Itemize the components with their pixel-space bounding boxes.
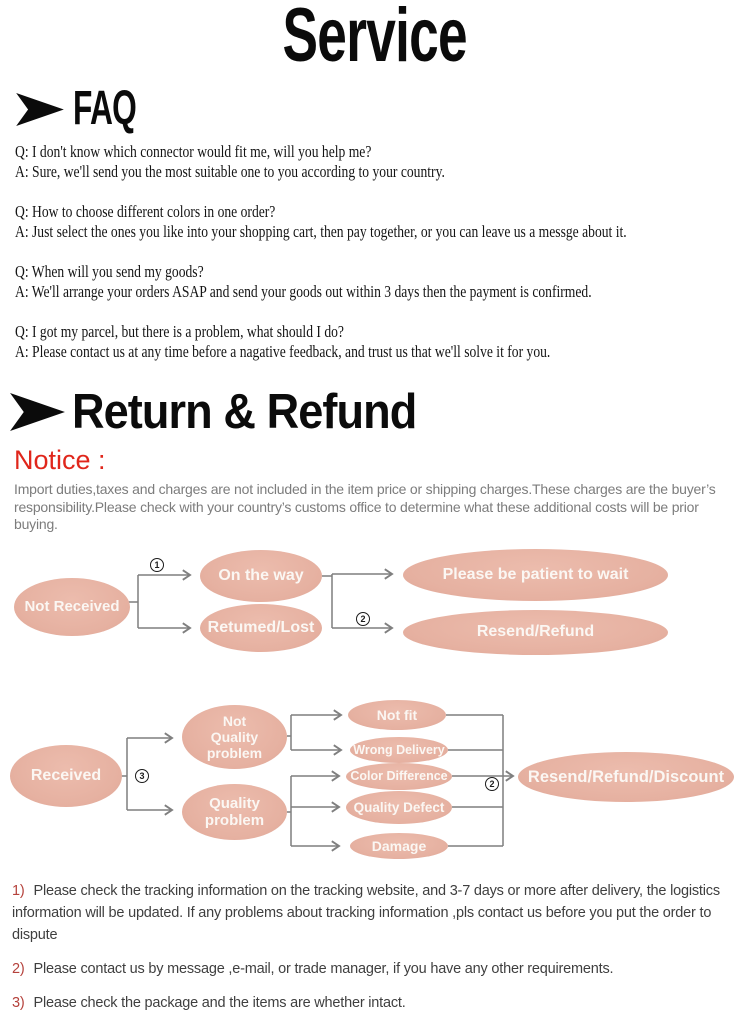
node-received: Received — [10, 745, 122, 807]
note-item — [12, 880, 739, 946]
faq-answer: A: Sure, we'll send you the most suitable one to you according to your country. — [15, 162, 445, 181]
node-not-fit: Not fit — [348, 700, 446, 730]
page-title-text: Service — [282, 0, 468, 78]
node-on-the-way: On the way — [200, 550, 322, 602]
node-damage: Damage — [350, 833, 448, 859]
node-please-be-patient: Please be patient to wait — [403, 549, 668, 601]
node-wrong-delivery: Wrong Delivery — [350, 737, 448, 763]
page-title — [0, 0, 750, 78]
note-item — [12, 992, 739, 1014]
faq-item — [15, 322, 735, 362]
note-text: Please check the tracking information on the tracking website, and 3-7 days or more after delivery, the logistics information will be updated. If any problems about tracking information ,pls contact us before you put the order to dispute — [12, 883, 720, 943]
faq-question: Q: I don't know which connector would fit me, will you help me? — [15, 142, 372, 161]
faq-answer: A: Just select the ones you like into your shopping cart, then pay together, or you can leave us a messge about it. — [15, 222, 627, 241]
step-1-marker: 1 — [150, 558, 164, 572]
notice-text: Import duties,taxes and charges are not included in the item price or shipping charges.These charges are the buyer’s responsibility.Please check with your country’s customs office to determine what these additional costs will be prior buying. — [14, 481, 716, 532]
notes-list — [12, 880, 739, 1026]
node-color-difference: Color Difference — [346, 763, 452, 790]
faq-item — [15, 202, 735, 242]
note-text: Please check the package and the items are whether intact. — [33, 995, 406, 1011]
note-number: 2) — [12, 961, 25, 977]
faq-item — [15, 142, 735, 182]
faq-question: Q: How to choose different colors in one order? — [15, 202, 276, 221]
step-3-marker: 3 — [135, 769, 149, 783]
faq-answer: A: Please contact us at any time before a nagative feedback, and trust us that we'll solve it for you. — [15, 342, 551, 361]
node-resend-refund-discount: Resend/Refund/Discount — [518, 752, 734, 802]
step-2-marker: 2 — [485, 777, 499, 791]
faq-question: Q: I got my parcel, but there is a problem, what should I do? — [15, 322, 344, 341]
flowchart-not-received — [0, 542, 750, 664]
step-2-marker: 2 — [356, 612, 370, 626]
faq-heading: FAQ — [73, 82, 137, 135]
flowchart-received — [0, 692, 750, 870]
node-not-quality-problem — [182, 705, 287, 769]
note-item — [12, 958, 739, 980]
faq-item — [15, 262, 735, 302]
note-text: Please contact us by message ,e-mail, or trade manager, if you have any other requirements. — [33, 961, 614, 977]
note-number: 1) — [12, 883, 25, 899]
faq-section-header — [16, 82, 169, 135]
node-label: Not Quality problem — [206, 712, 263, 762]
arrow-right-icon — [16, 93, 64, 126]
faq-question: Q: When will you send my goods? — [15, 262, 204, 281]
node-quality-defect: Quality Defect — [346, 791, 452, 824]
node-quality-problem — [182, 784, 287, 840]
node-resend-refund: Resend/Refund — [403, 610, 668, 655]
node-returned-lost: Retumed/Lost — [200, 604, 322, 652]
node-label: Quality problem — [204, 794, 265, 829]
return-refund-heading: Return & Refund — [72, 385, 417, 439]
return-refund-section-header — [9, 385, 446, 439]
node-not-received: Not Received — [14, 578, 130, 636]
faq-list — [15, 142, 750, 382]
arrow-right-icon — [9, 393, 66, 431]
note-number: 3) — [12, 995, 25, 1011]
faq-answer: A: We'll arrange your orders ASAP and send your goods out within 3 days then the payment is confirmed. — [15, 282, 592, 301]
notice-heading: Notice : — [14, 445, 106, 475]
